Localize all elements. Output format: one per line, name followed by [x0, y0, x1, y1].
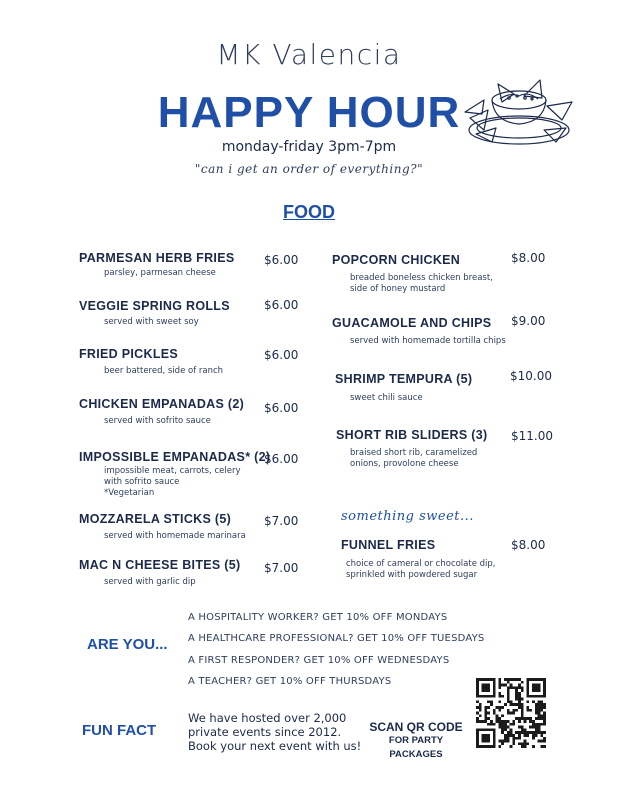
menu-item-desc: beer battered, side of ranch	[104, 366, 224, 376]
menu-item-price: $6.00	[264, 348, 299, 362]
menu-item-desc: served with homemade tortilla chips	[350, 336, 506, 346]
discount-line: A FIRST RESPONDER? GET 10% OFF WEDNESDAYS	[188, 655, 450, 666]
page-title: HAPPY HOUR	[157, 88, 461, 137]
fun-fact-line: Book your next event with us!	[188, 739, 362, 753]
discount-line: A HEALTHCARE PROFESSIONAL? GET 10% OFF TUESDAYS	[188, 633, 485, 644]
menu-item-price: $6.00	[264, 401, 299, 415]
menu-item-desc: sweet chili sauce	[350, 393, 423, 403]
menu-item-price: $7.00	[264, 514, 299, 528]
menu-item-name: FUNNEL FRIES	[341, 538, 436, 552]
sweet-heading: something sweet...	[341, 509, 474, 524]
menu-item-desc: served with garlic dip	[104, 577, 196, 587]
menu-item-desc: impossible meat, carrots, celery with sofrito sauce *Vegetarian	[104, 466, 241, 498]
discount-line: A HOSPITALITY WORKER? GET 10% OFF MONDAYS	[188, 612, 448, 623]
venue-name: MK Valencia	[216, 38, 402, 71]
menu-item-price: $6.00	[264, 298, 299, 312]
hours-text: monday-friday 3pm-7pm	[221, 139, 397, 155]
menu-item-price: $10.00	[510, 369, 552, 383]
qr-code-icon[interactable]	[476, 678, 546, 748]
qr-label	[365, 720, 467, 762]
menu-item-desc: served with sofrito sauce	[104, 416, 211, 426]
menu-item-name: PARMESAN HERB FRIES	[79, 251, 235, 265]
menu-item-name: POPCORN CHICKEN	[332, 253, 461, 267]
menu-item-price: $8.00	[511, 538, 546, 552]
menu-item-desc: breaded boneless chicken breast, side of honey mustard	[350, 273, 493, 294]
food-heading: FOOD	[283, 202, 335, 222]
menu-item-name: CHICKEN EMPANADAS (2)	[79, 397, 245, 411]
menu-item-name: GUACAMOLE AND CHIPS	[332, 316, 492, 330]
fun-fact-text	[188, 711, 361, 753]
menu-item-price: $11.00	[511, 429, 553, 443]
menu-item-name: SHRIMP TEMPURA (5)	[335, 372, 473, 386]
qr-title: SCAN QR CODE	[369, 720, 463, 734]
tagline: "can i get an order of everything?"	[194, 162, 424, 176]
menu-item-price: $6.00	[264, 452, 299, 466]
menu-item-desc: served with homemade marinara	[104, 531, 246, 541]
fun-fact-label: FUN FACT	[82, 722, 157, 739]
fun-fact-line: private events since 2012.	[188, 725, 342, 739]
menu-item-name: FRIED PICKLES	[79, 347, 179, 361]
menu-item-price: $9.00	[511, 314, 546, 328]
menu-item-name: MOZZARELA STICKS (5)	[79, 512, 232, 526]
menu-item-desc: choice of cameral or chocolate dip, sprinkled with powdered sugar	[346, 559, 496, 580]
menu-item-desc: parsley, parmesan cheese	[104, 268, 216, 278]
menu-item-price: $8.00	[511, 251, 546, 265]
discounts-label: ARE YOU...	[87, 636, 168, 653]
discount-line: A TEACHER? GET 10% OFF THURSDAYS	[188, 676, 392, 687]
menu-item-name: IMPOSSIBLE EMPANADAS* (2)	[79, 450, 271, 464]
qr-subtitle: FOR PARTY PACKAGES	[388, 735, 444, 760]
menu-item-desc: served with sweet soy	[104, 317, 199, 327]
chips-and-dip-icon	[462, 72, 577, 152]
fun-fact-line: We have hosted over 2,000	[188, 711, 347, 725]
menu-item-name: SHORT RIB SLIDERS (3)	[336, 428, 488, 442]
menu-item-price: $6.00	[264, 253, 299, 267]
menu-item-price: $7.00	[264, 561, 299, 575]
menu-item-desc: braised short rib, caramelized onions, provolone cheese	[350, 448, 478, 469]
menu-item-name: MAC N CHEESE BITES (5)	[79, 558, 241, 572]
menu-item-name: VEGGIE SPRING ROLLS	[79, 299, 230, 313]
